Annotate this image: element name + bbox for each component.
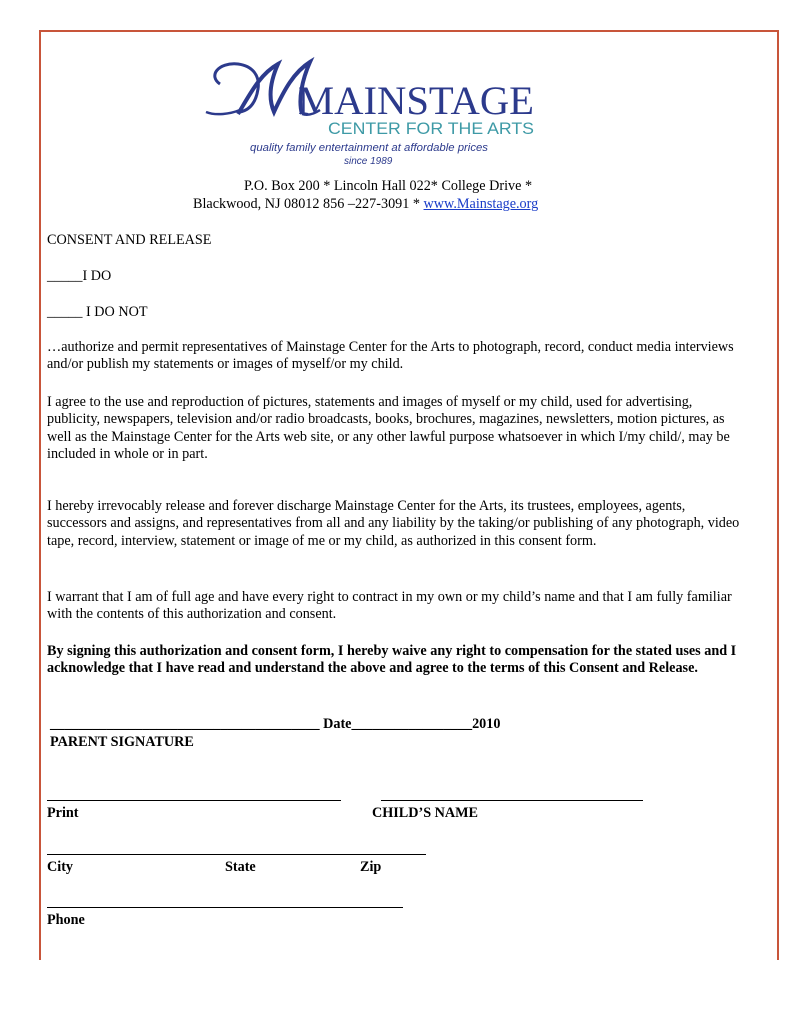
city-label: City: [47, 859, 74, 875]
logo-since: since 1989: [344, 156, 393, 164]
address-line-2: [193, 196, 538, 213]
form-title: CONSENT AND RELEASE: [47, 232, 212, 248]
logo-subtitle: CENTER FOR THE ARTS: [328, 119, 534, 138]
logo-tagline: quality family entertainment at affordable prices: [250, 142, 489, 154]
city-state-zip-line[interactable]: [47, 854, 426, 855]
paragraph-warrant: I warrant that I am of full age and have every right to contract in my own or my child’s name and that I am fully familiar with the contents of this authorization and consent.: [47, 589, 732, 623]
print-label: Print: [47, 805, 79, 821]
phone-label: Phone: [47, 912, 85, 928]
paragraph-authorize: …authorize and permit representatives of Mainstage Center for the Arts to photograph, record, conduct media interviews and/or publish my statements or images of myself/or my child.: [47, 339, 734, 373]
print-name-line[interactable]: [47, 800, 341, 801]
logo-wordmark: MAINSTAGE: [298, 78, 534, 123]
state-label: State: [225, 859, 256, 875]
option-i-do: _____I DO: [47, 268, 112, 284]
paragraph-agree: I agree to the use and reproduction of pictures, statements and images of myself or my child, used for advertising, publicity, newspapers, television and/or radio broadcasts, books, brochures, magazines, newsletters, motion pictures, as well as the Mainstage Center for the Arts web site, or any other lawful purpose whatsoever in which I/my child/, may be included in whole or in part.: [47, 394, 730, 463]
phone-line[interactable]: [47, 907, 403, 908]
address-line-1: P.O. Box 200 * Lincoln Hall 022* College Drive *: [244, 178, 533, 194]
child-name-line[interactable]: [381, 800, 643, 801]
zip-label: Zip: [360, 859, 382, 875]
signature-date-line[interactable]: ______________________________________ Date_________________2010: [50, 716, 501, 732]
paragraph-release: I hereby irrevocably release and forever discharge Mainstage Center for the Arts, its trustees, employees, agents, successors and assigns, and representatives from all and any liability by the taking/or publishing of any photograph, video tape, record, interview, statement or image of me or my child, as authorized in this consent form.: [47, 498, 740, 549]
website-link[interactable]: www.Mainstage.org: [423, 196, 539, 212]
paragraph-waiver: By signing this authorization and consent form, I hereby waive any right to compensation for the stated uses and I acknowledge that I have read and understand the above and agree to the terms of this Consent and Release.: [47, 643, 737, 677]
mainstage-logo: [198, 54, 543, 164]
address-phone: Blackwood, NJ 08012 856 –227-3091 *: [193, 196, 424, 212]
parent-signature-label: PARENT SIGNATURE: [50, 734, 194, 750]
option-i-do-not: _____ I DO NOT: [47, 304, 148, 320]
child-name-label: CHILD’S NAME: [372, 805, 479, 821]
